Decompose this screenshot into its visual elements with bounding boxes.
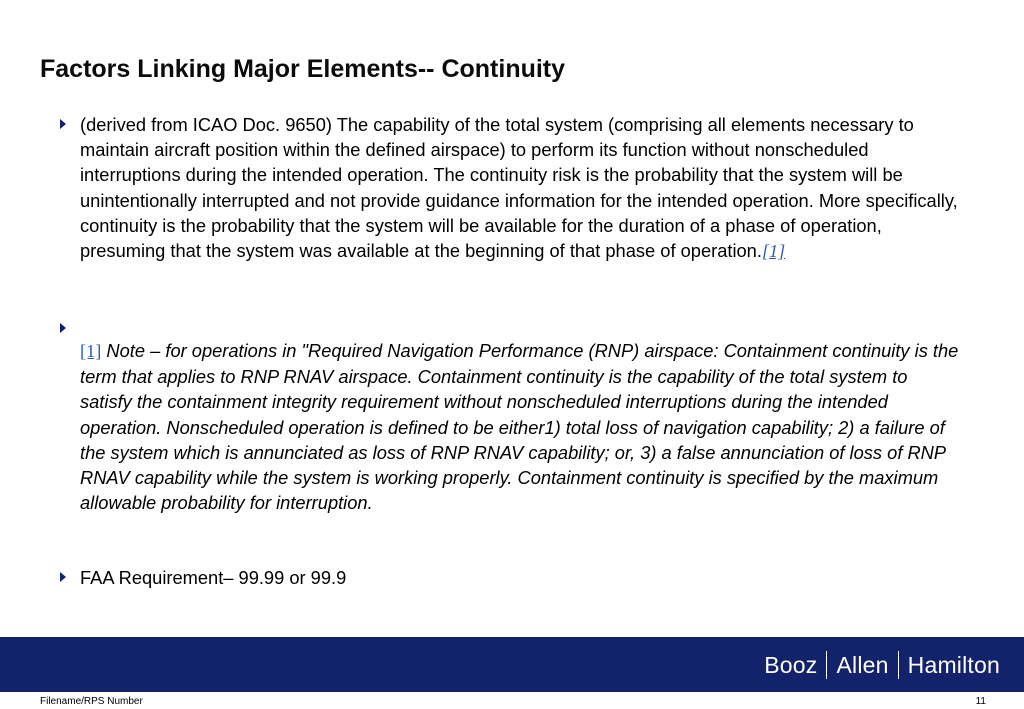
- requirement-text: FAA Requirement– 99.99 or 99.9: [80, 567, 347, 588]
- page-number: 11: [975, 696, 986, 707]
- footnote-note-text: Note – for operations in "Required Navigation Performance (RNP) airspace: Containment continuity is the term that applies to RNP RNAV airspace. Containment continuity is the capability of the total system to satisfy the containment integrity requirement without nonscheduled interruptions during the intended operation. Nonscheduled operation is defined to be either1) total loss of navigation capability; 2) a failure of the system which is annunciated as loss of RNP RNAV capability; or, 3) a false annunciation of loss of RNP RNAV capability while the system is working properly. Containment continuity is specified by the maximum allowable probability for interruption.: [80, 340, 959, 514]
- logo-separator: [898, 651, 899, 679]
- booz-allen-hamilton-logo: [764, 651, 1000, 679]
- slide-title: Factors Linking Major Elements-- Continuity: [40, 55, 566, 83]
- footer-banner: [0, 637, 1024, 692]
- bullet-arrow-icon: [60, 119, 66, 129]
- bullet-arrow-icon: [60, 572, 66, 582]
- bullet-item-requirement: [60, 565, 960, 590]
- definition-text: (derived from ICAO Doc. 9650) The capability of the total system (comprising all elements necessary to maintain aircraft position within the defined airspace) to perform its function without nonscheduled interruptions during the intended operation. The continuity risk is the probability that the system will be unintentionally interrupted and not provide guidance information for the intended operation. More specifically, continuity is the probability that the system will be available for the duration of a phase of operation, presuming that the system was available at the beginning of that phase of operation.: [80, 114, 958, 262]
- footnote-anchor-link[interactable]: [1]: [80, 341, 102, 361]
- logo-word-allen: Allen: [836, 651, 889, 678]
- bullet-arrow-icon: [60, 323, 66, 333]
- logo-separator: [826, 651, 827, 679]
- footnote-link[interactable]: [1]: [761, 241, 786, 262]
- bullet-item-definition: [60, 112, 960, 264]
- logo-word-booz: Booz: [764, 651, 818, 678]
- bullet-text-container: [80, 112, 960, 264]
- bullet-item-footnote: [60, 316, 960, 515]
- footer-filename: Filename/RPS Number: [40, 696, 143, 707]
- logo-word-hamilton: Hamilton: [907, 651, 1000, 678]
- footnote-text-container: [80, 338, 960, 515]
